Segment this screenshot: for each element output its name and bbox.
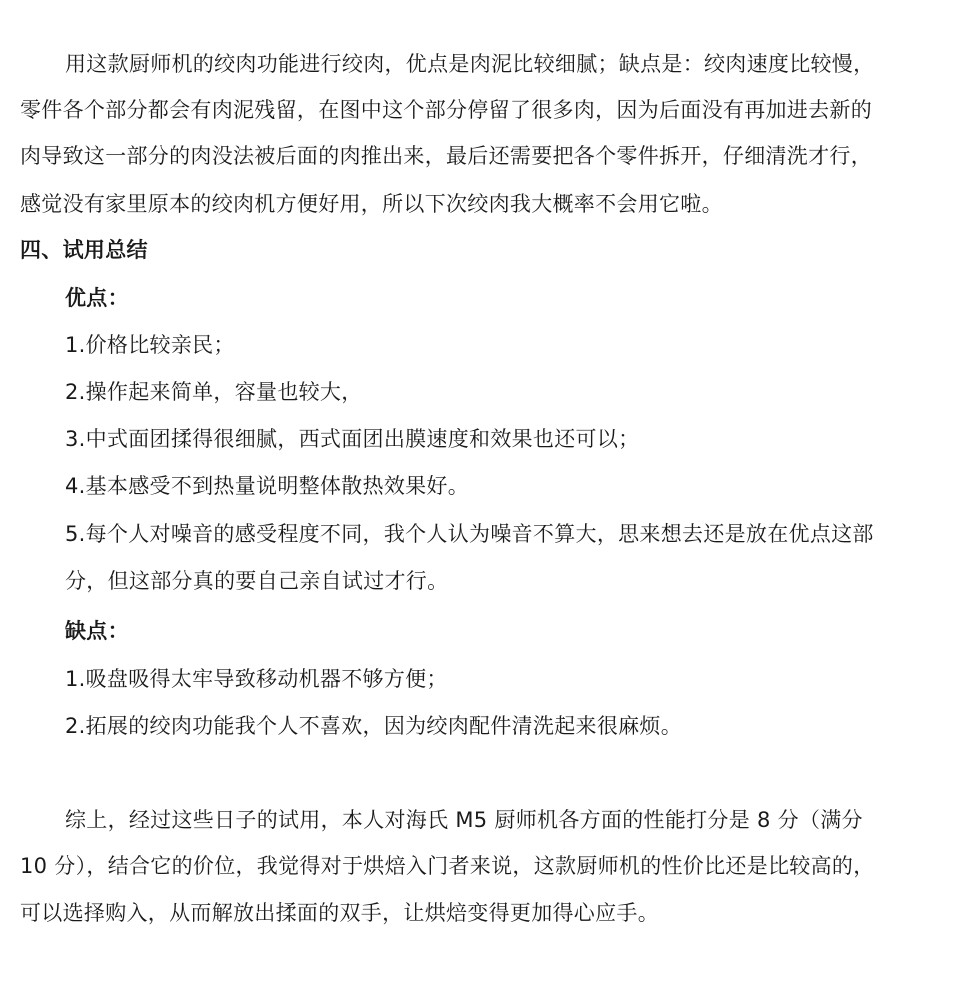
paragraph-1-line-3: 肉导致这一部分的肉没法被后面的肉推出来，最后还需要把各个零件拆开，仔细清洗才行， [20, 144, 872, 168]
section-heading: 四、试用总结 [20, 238, 148, 262]
conclusion-line-3: 可以选择购入，从而解放出揉面的双手，让烘焙变得更加得心应手。 [20, 901, 659, 925]
pros-item-5: 5.每个人对噪音的感受程度不同，我个人认为噪音不算大，思来想去还是放在优点这部 [65, 522, 874, 546]
cons-item-2: 2.拓展的绞肉功能我个人不喜欢，因为绞肉配件清洗起来很麻烦。 [65, 714, 683, 738]
pros-item-3: 3.中式面团揉得很细腻，西式面团出膜速度和效果也还可以； [65, 427, 640, 451]
pros-item-5-continued: 分，但这部分真的要自己亲自试过才行。 [65, 569, 449, 593]
cons-item-1: 1.吸盘吸得太牢导致移动机器不够方便； [65, 667, 448, 691]
pros-item-4: 4.基本感受不到热量说明整体散热效果好。 [65, 474, 470, 498]
cons-title: 缺点： [65, 619, 129, 643]
paragraph-1-line-2: 零件各个部分都会有肉泥残留，在图中这个部分停留了很多肉，因为后面没有再加进去新的 [20, 98, 872, 122]
conclusion-line-1: 综上，经过这些日子的试用，本人对海氏 M5 厨师机各方面的性能打分是 8 分（满分 [65, 808, 863, 832]
conclusion-line-2: 10 分），结合它的价位，我觉得对于烘焙入门者来说，这款厨师机的性价比还是比较高的， [20, 854, 875, 878]
pros-title: 优点： [65, 286, 129, 310]
paragraph-1-line-4: 感觉没有家里原本的绞肉机方便好用，所以下次绞肉我大概率不会用它啦。 [20, 192, 723, 216]
paragraph-1-line-1: 用这款厨师机的绞肉功能进行绞肉，优点是肉泥比较细腻；缺点是：绞肉速度比较慢， [65, 52, 875, 76]
pros-item-1: 1.价格比较亲民； [65, 333, 235, 357]
pros-item-2: 2.操作起来简单，容量也较大， [65, 380, 363, 404]
